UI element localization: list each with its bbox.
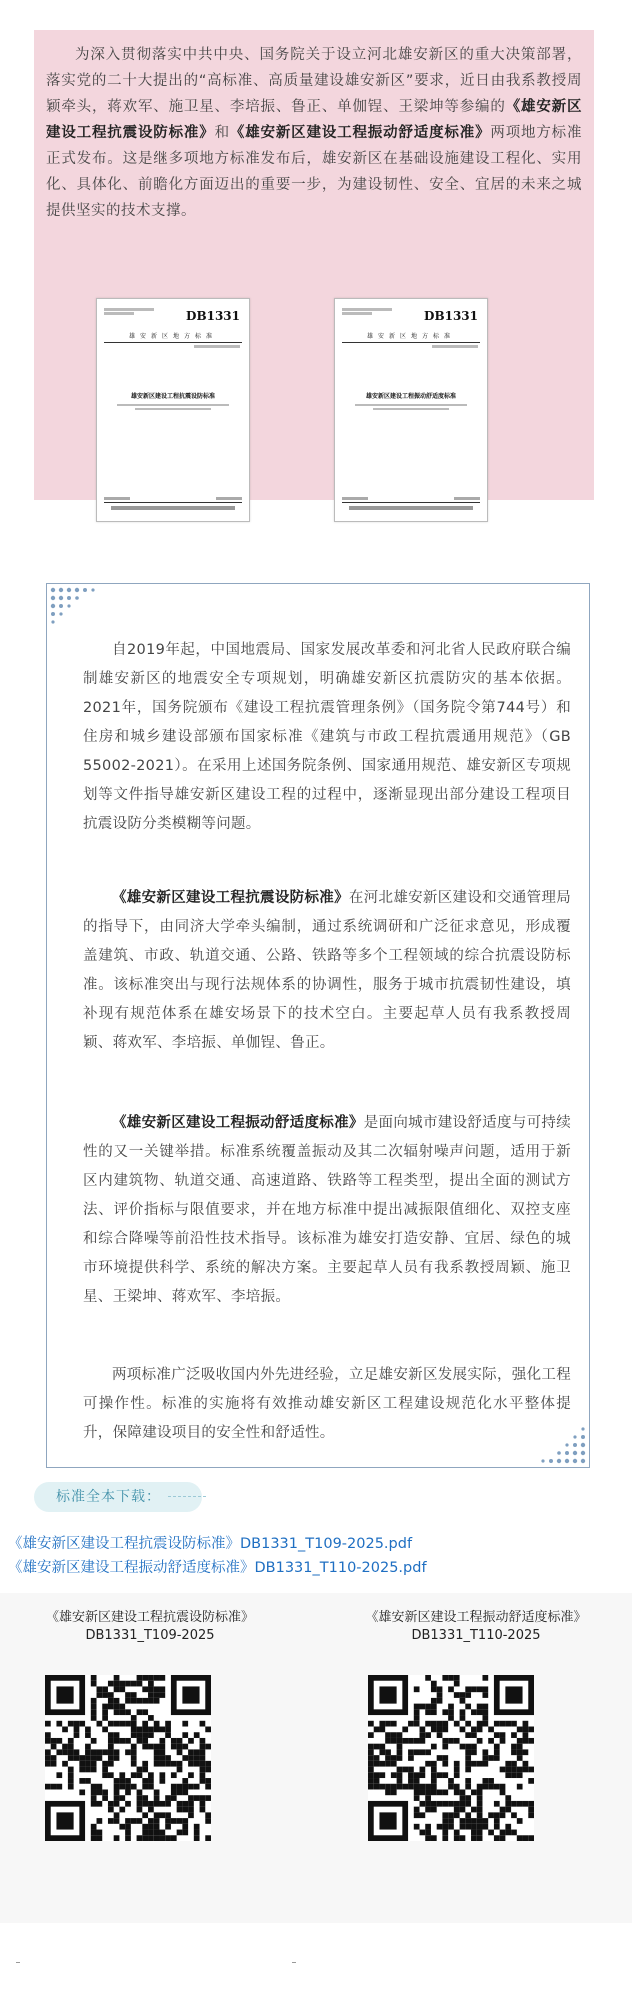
cover-region: 雄安新区地方标准	[128, 333, 217, 340]
intro-text-segment: 为深入贯彻落实中共中央、国务院关于设立河北雄安新区的重大决策部署，落实党的二十大提出的“高标准、高质量建设雄安新区”要求，近日由我系教授周颖牵头，蒋欢军、施卫星、李培振、鲁正、单伽锃、王梁坤等参编的	[46, 47, 582, 115]
paragraph-seismic-standard	[83, 884, 571, 1058]
intro-standard-title: 《雄安新区建设工程抗震设防标准》	[46, 99, 582, 141]
corner-dots-decoration	[49, 586, 105, 628]
paragraph-conclusion: 两项标准广泛吸收国内外先进经验，立足雄安新区发展实际，强化工程可操作性。标准的实施将有效推动雄安新区工程建设规范化水平整体提升，保障建设项目的安全性和舒适性。	[83, 1367, 571, 1441]
cover-meta	[342, 307, 392, 316]
qr-panel	[0, 1593, 632, 1923]
download-link-seismic[interactable]: 《雄安新区建设工程抗震设防标准》DB1331_T109-2025.pdf	[8, 1536, 413, 1552]
cover-region: 雄安新区地方标准	[366, 333, 455, 340]
cover-subtitle	[355, 402, 467, 412]
cover-rule-bottom	[342, 502, 480, 503]
download-label-text: 标准全本下载：	[56, 1489, 161, 1505]
cover-rule	[342, 342, 480, 343]
intro-panel	[34, 30, 594, 500]
cover-dates	[342, 497, 480, 500]
standard-cover-seismic[interactable]	[96, 298, 250, 522]
standard-cover-vibration[interactable]	[334, 298, 488, 522]
cover-docno	[432, 345, 478, 348]
cover-code: DB1331	[424, 309, 478, 323]
footer-mark	[292, 1962, 296, 1963]
cover-docno	[194, 345, 240, 348]
cover-subtitle	[117, 402, 229, 412]
article-box	[46, 583, 590, 1468]
cover-rule	[104, 342, 242, 343]
intro-text-segment: 两项地方标准正式发布。这是继多项地方标准发布后，雄安新区在基础设施建设工程化、实用化、具体化、前瞻化方面迈出的重要一步，为建设韧性、安全、宜居的未来之城提供坚实的技术支撑。	[46, 125, 583, 219]
cover-issuer	[349, 506, 473, 510]
download-divider	[168, 1496, 206, 1497]
qr-title-seismic: 《雄安新区建设工程抗震设防标准》	[45, 1610, 254, 1625]
seismic-standard-body: 在河北雄安新区建设和交通管理局的指导下，由同济大学牵头编制，通过系统调研和广泛征求意见，形成覆盖建筑、市政、轨道交通、公路、铁路等多个工程领域的综合抗震设防标准。该标准突出与现行法规体系的协调性，服务于城市抗震韧性建设，填补现有规范体系在雄安场景下的技术空白。主要起草人员有我系教授周颖、蒋欢军、李培振、单伽锃、鲁正。	[83, 890, 571, 1051]
footer-mark	[16, 1962, 20, 1963]
cover-dates	[104, 497, 242, 500]
cover-issuer	[111, 506, 235, 510]
cover-code: DB1331	[186, 309, 240, 323]
vibration-standard-body: 是面向城市建设舒适度与可持续性的又一关键举措。标准系统覆盖振动及其二次辐射噪声问题，适用于新区内建筑物、轨道交通、高速道路、铁路等工程类型，提出全面的测试方法、评价指标与限值要求，并在地方标准中提出减振限值细化、双控支座和综合降噪等前沿性技术指导。该标准为雄安打造安静、宜居、绿色的城市环境提供科学、系统的解决方案。主要起草人员有我系教授周颖、施卫星、王梁坤、蒋欢军、李培振。	[83, 1115, 571, 1305]
qr-code-seismic[interactable]	[45, 1675, 211, 1841]
cover-rule-bottom	[104, 502, 242, 503]
seismic-standard-title: 《雄安新区建设工程抗震设防标准》	[112, 890, 349, 906]
cover-title: 雄安新区建设工程振动舒适度标准	[365, 393, 456, 400]
vibration-standard-title: 《雄安新区建设工程振动舒适度标准》	[112, 1115, 364, 1131]
download-link-vibration[interactable]: 《雄安新区建设工程振动舒适度标准》DB1331_T110-2025.pdf	[8, 1560, 427, 1576]
qr-code-vibration-label: DB1331_T110-2025	[411, 1628, 541, 1643]
qr-title-vibration: 《雄安新区建设工程振动舒适度标准》	[365, 1610, 587, 1625]
intro-text-segment: 和	[214, 125, 230, 141]
paragraph-vibration-standard	[83, 1109, 571, 1312]
cover-title: 雄安新区建设工程抗震设防标准	[130, 393, 215, 400]
cover-meta	[104, 307, 154, 316]
download-label	[34, 1482, 202, 1512]
qr-code-seismic-label: DB1331_T109-2025	[85, 1628, 215, 1643]
intro-standard-title: 《雄安新区建设工程振动舒适度标准》	[229, 125, 491, 141]
qr-code-vibration[interactable]	[368, 1675, 534, 1841]
intro-text	[46, 42, 582, 224]
paragraph-background: 自2019年起，中国地震局、国家发展改革委和河北省人民政府联合编制雄安新区的地震安全专项规划，明确雄安新区抗震防灾的基本依据。2021年，国务院颁布《建设工程抗震管理条例》（国务院令第744号）和住房和城乡建设部颁布国家标准《建筑与市政工程抗震通用规范》（GB 55002-2021）。在采用上述国务院条例、国家通用规范、雄安新区专项规划等文件指导雄安新区建设工程的过程中，逐渐显现出部分建设工程项目抗震设防分类模糊等问题。	[83, 642, 571, 832]
